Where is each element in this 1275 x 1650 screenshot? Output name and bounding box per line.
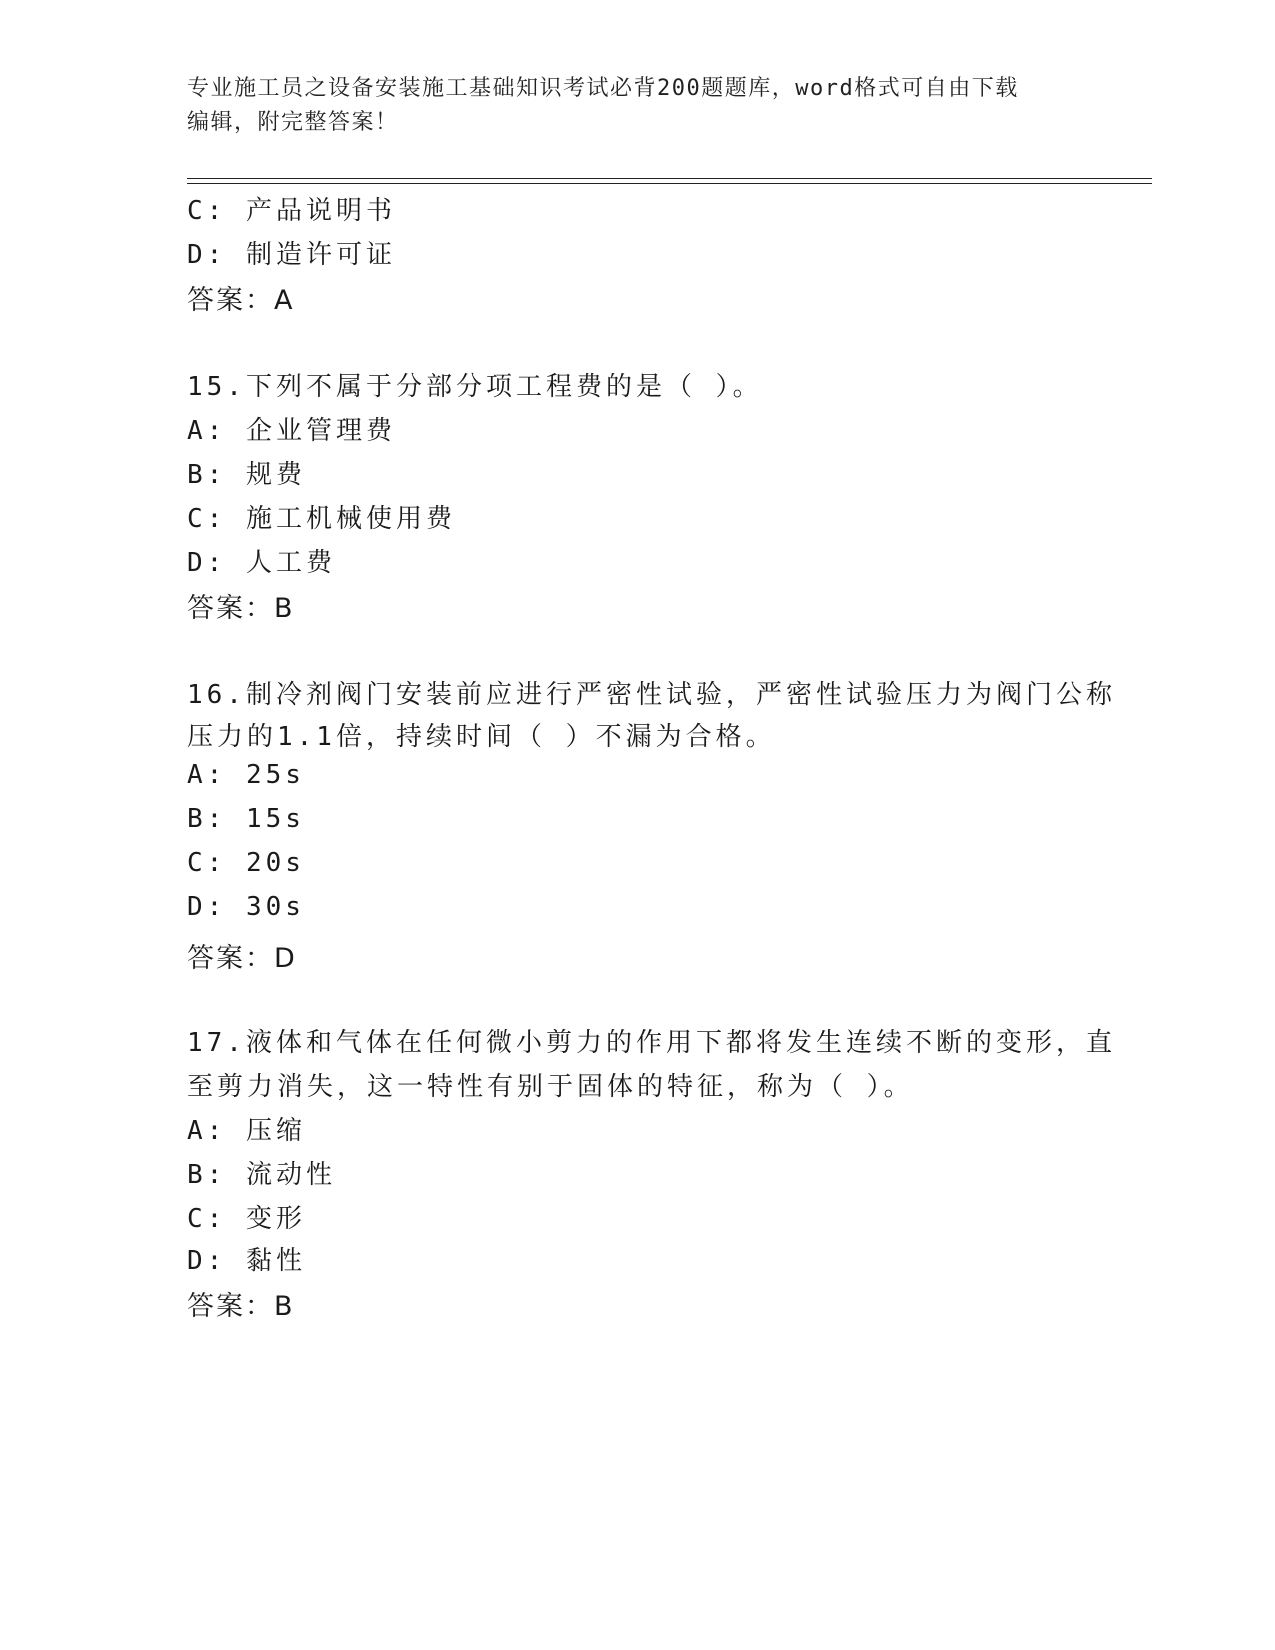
question-15-option-c: C: 施工机械使用费 [187,504,456,534]
question-15-answer: 答案：B [187,593,295,624]
question-15-option-b: B: 规费 [187,460,306,490]
question-15-option-d: D: 人工费 [187,548,336,578]
question-17-stem-line-2: 至剪力消失，这一特性有别于固体的特征，称为（ ）。 [187,1072,914,1102]
question-16-option-b: B: 15s [187,804,305,834]
document-header [187,72,1067,140]
header-line-1: 专业施工员之设备安装施工基础知识考试必背200题题库，word格式可自由下载 [187,76,1019,101]
question-16-answer: 答案：D [187,943,297,974]
question-16-option-d: D: 30s [187,892,305,922]
question-15-stem: 15.下列不属于分部分项工程费的是（ ）。 [187,372,763,402]
question-15-option-a: A: 企业管理费 [187,416,396,446]
question-17-stem-line-1: 17.液体和气体在任何微小剪力的作用下都将发生连续不断的变形，直 [187,1028,1116,1058]
header-divider-top [187,178,1152,179]
carryover-option-c: C: 产品说明书 [187,196,396,226]
question-17-answer: 答案：B [187,1291,295,1322]
question-17-option-d: D: 黏性 [187,1246,306,1276]
question-16-stem-line-2: 压力的1.1倍，持续时间（ ）不漏为合格。 [187,722,776,752]
header-divider-bottom [187,183,1152,184]
question-17-option-b: B: 流动性 [187,1160,336,1190]
question-17-option-c: C: 变形 [187,1204,306,1234]
carryover-option-d: D: 制造许可证 [187,240,396,270]
question-16-stem-line-1: 16.制冷剂阀门安装前应进行严密性试验，严密性试验压力为阀门公称 [187,680,1116,710]
question-17-option-a: A: 压缩 [187,1116,306,1146]
header-line-2: 编辑，附完整答案！ [187,110,399,135]
question-16-option-c: C: 20s [187,848,305,878]
carryover-answer: 答案：A [187,285,295,316]
question-16-option-a: A: 25s [187,760,305,790]
